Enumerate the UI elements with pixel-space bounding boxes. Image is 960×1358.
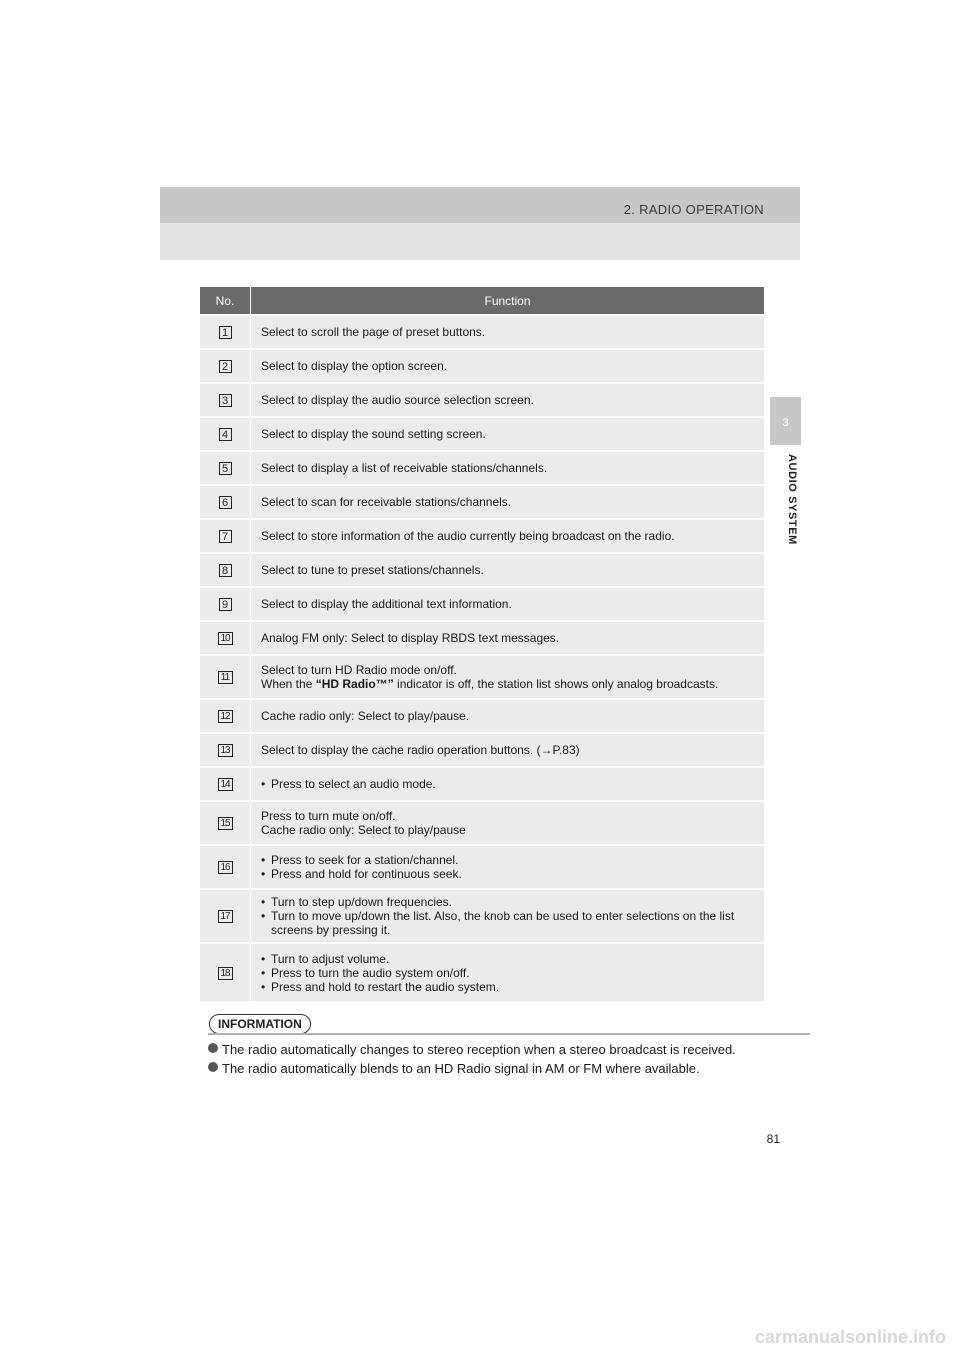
number-box-icon: 17 <box>218 910 233 923</box>
row-number-cell <box>200 699 251 733</box>
row-number-cell <box>200 553 251 587</box>
bullet-dot-icon <box>208 1043 218 1053</box>
row-number-cell <box>200 767 251 801</box>
number-box-icon: 9 <box>219 598 232 611</box>
function-text: Select to scan for receivable stations/channels. <box>261 495 512 509</box>
function-cell <box>251 889 765 943</box>
function-text-prefix: When the <box>261 677 316 691</box>
row-number-cell <box>200 733 251 767</box>
function-cell <box>251 943 765 1001</box>
function-cell <box>251 733 765 767</box>
table-row <box>200 315 764 349</box>
table-row <box>200 767 764 801</box>
function-cell <box>251 519 765 553</box>
number-box-icon: 16 <box>218 861 233 874</box>
table-row <box>200 553 764 587</box>
function-cell <box>251 383 765 417</box>
row-number-cell <box>200 349 251 383</box>
information-badge: INFORMATION <box>209 1014 311 1034</box>
number-box-icon: 18 <box>218 967 233 980</box>
chapter-number: 3 <box>782 417 789 429</box>
function-bullet: • Press to select an audio mode. <box>261 777 756 791</box>
table-row <box>200 519 764 553</box>
function-text: Select to tune to preset stations/channels. <box>261 563 484 577</box>
function-cell <box>251 315 765 349</box>
function-bullet: • Turn to step up/down frequencies. <box>261 895 756 909</box>
row-number-cell <box>200 383 251 417</box>
indicator-name: “HD Radio™” <box>315 677 394 691</box>
number-box-icon: 2 <box>219 360 232 373</box>
function-cell <box>251 699 765 733</box>
column-header-no: No. <box>200 287 251 315</box>
number-box-icon: 15 <box>218 817 233 830</box>
table-row <box>200 845 764 889</box>
function-cell <box>251 349 765 383</box>
table-row <box>200 733 764 767</box>
function-bullet: • Press and hold to restart the audio system. <box>261 980 756 994</box>
chapter-tab <box>770 397 801 445</box>
function-text: Select to turn HD Radio mode on/off. <box>261 663 457 677</box>
number-box-icon: 7 <box>219 530 232 543</box>
function-text: Select to display the cache radio operation buttons. (→P.83) <box>261 743 580 757</box>
row-number-cell <box>200 315 251 349</box>
table-row <box>200 889 764 943</box>
function-cell <box>251 587 765 621</box>
section-title: 2. RADIO OPERATION <box>623 202 764 217</box>
number-box-icon: 1 <box>219 326 232 339</box>
function-cell <box>251 801 765 845</box>
number-box-icon: 11 <box>218 671 233 684</box>
function-text: Cache radio only: Select to play/pause. <box>261 709 470 723</box>
row-number-cell <box>200 621 251 655</box>
table-row <box>200 451 764 485</box>
column-header-function: Function <box>251 287 765 315</box>
number-box-icon: 6 <box>219 496 232 509</box>
table-row <box>200 383 764 417</box>
function-cell <box>251 451 765 485</box>
function-text: Press to turn mute on/off. <box>261 809 396 823</box>
row-number-cell <box>200 587 251 621</box>
function-cell <box>251 845 765 889</box>
function-cell <box>251 655 765 699</box>
function-text: Analog FM only: Select to display RBDS text messages. <box>261 631 560 645</box>
function-text: Select to display the sound setting screen. <box>261 427 486 441</box>
number-box-icon: 5 <box>219 462 232 475</box>
number-box-icon: 8 <box>219 564 232 577</box>
information-item <box>208 1040 768 1059</box>
row-number-cell <box>200 845 251 889</box>
section-header-underbar <box>160 223 800 260</box>
number-box-icon: 10 <box>218 632 233 645</box>
section-header-bar <box>160 187 800 223</box>
function-text: Select to display a list of receivable stations/channels. <box>261 461 548 475</box>
table-row <box>200 621 764 655</box>
bullet-dot-icon <box>208 1062 218 1072</box>
row-number-cell <box>200 943 251 1001</box>
table-row <box>200 655 764 699</box>
chapter-title: AUDIO SYSTEM <box>786 454 798 545</box>
table-row <box>200 485 764 519</box>
row-number-cell <box>200 889 251 943</box>
function-cell <box>251 485 765 519</box>
information-list <box>208 1040 768 1078</box>
row-number-cell <box>200 417 251 451</box>
function-text: Select to store information of the audio currently being broadcast on the radio. <box>261 529 675 543</box>
function-bullet: • Turn to move up/down the list. Also, the knob can be used to enter selections on the list screens by pressing it. <box>261 909 756 937</box>
row-number-cell <box>200 485 251 519</box>
information-text: The radio automatically changes to stereo reception when a stereo broadcast is received. <box>222 1042 736 1057</box>
row-number-cell <box>200 801 251 845</box>
table-row <box>200 417 764 451</box>
row-number-cell <box>200 655 251 699</box>
table-header-row <box>200 287 764 315</box>
function-bullet: • Turn to adjust volume. <box>261 952 756 966</box>
information-divider <box>208 1033 810 1035</box>
number-box-icon: 4 <box>219 428 232 441</box>
information-item <box>208 1059 768 1078</box>
table-row <box>200 587 764 621</box>
function-text <box>261 677 756 691</box>
row-number-cell <box>200 451 251 485</box>
number-box-icon: 3 <box>219 394 232 407</box>
function-bullet: • Press to seek for a station/channel. <box>261 853 756 867</box>
table-row <box>200 801 764 845</box>
function-text: Select to display the additional text information. <box>261 597 512 611</box>
function-bullet: • Press to turn the audio system on/off. <box>261 966 756 980</box>
number-box-icon: 12 <box>218 710 233 723</box>
watermark: carmanualsonline.info <box>754 1327 946 1347</box>
row-number-cell <box>200 519 251 553</box>
page-number: 81 <box>766 1132 780 1146</box>
number-box-icon: 14 <box>218 778 233 791</box>
table-row <box>200 699 764 733</box>
function-text: Select to display the option screen. <box>261 359 448 373</box>
number-box-icon: 13 <box>218 744 233 757</box>
function-text: Select to scroll the page of preset buttons. <box>261 325 486 339</box>
function-bullet: • Press and hold for continuous seek. <box>261 867 756 881</box>
table-body <box>200 315 764 1001</box>
table-row <box>200 943 764 1001</box>
table-row <box>200 349 764 383</box>
function-text-suffix: indicator is off, the station list shows only analog broadcasts. <box>393 677 719 691</box>
function-text: Select to display the audio source selection screen. <box>261 393 534 407</box>
function-cell <box>251 417 765 451</box>
function-cell <box>251 767 765 801</box>
information-text: The radio automatically blends to an HD Radio signal in AM or FM where available. <box>222 1061 700 1076</box>
function-text: Cache radio only: Select to play/pause <box>261 823 466 837</box>
function-cell <box>251 553 765 587</box>
function-cell <box>251 621 765 655</box>
function-table <box>200 287 764 1001</box>
